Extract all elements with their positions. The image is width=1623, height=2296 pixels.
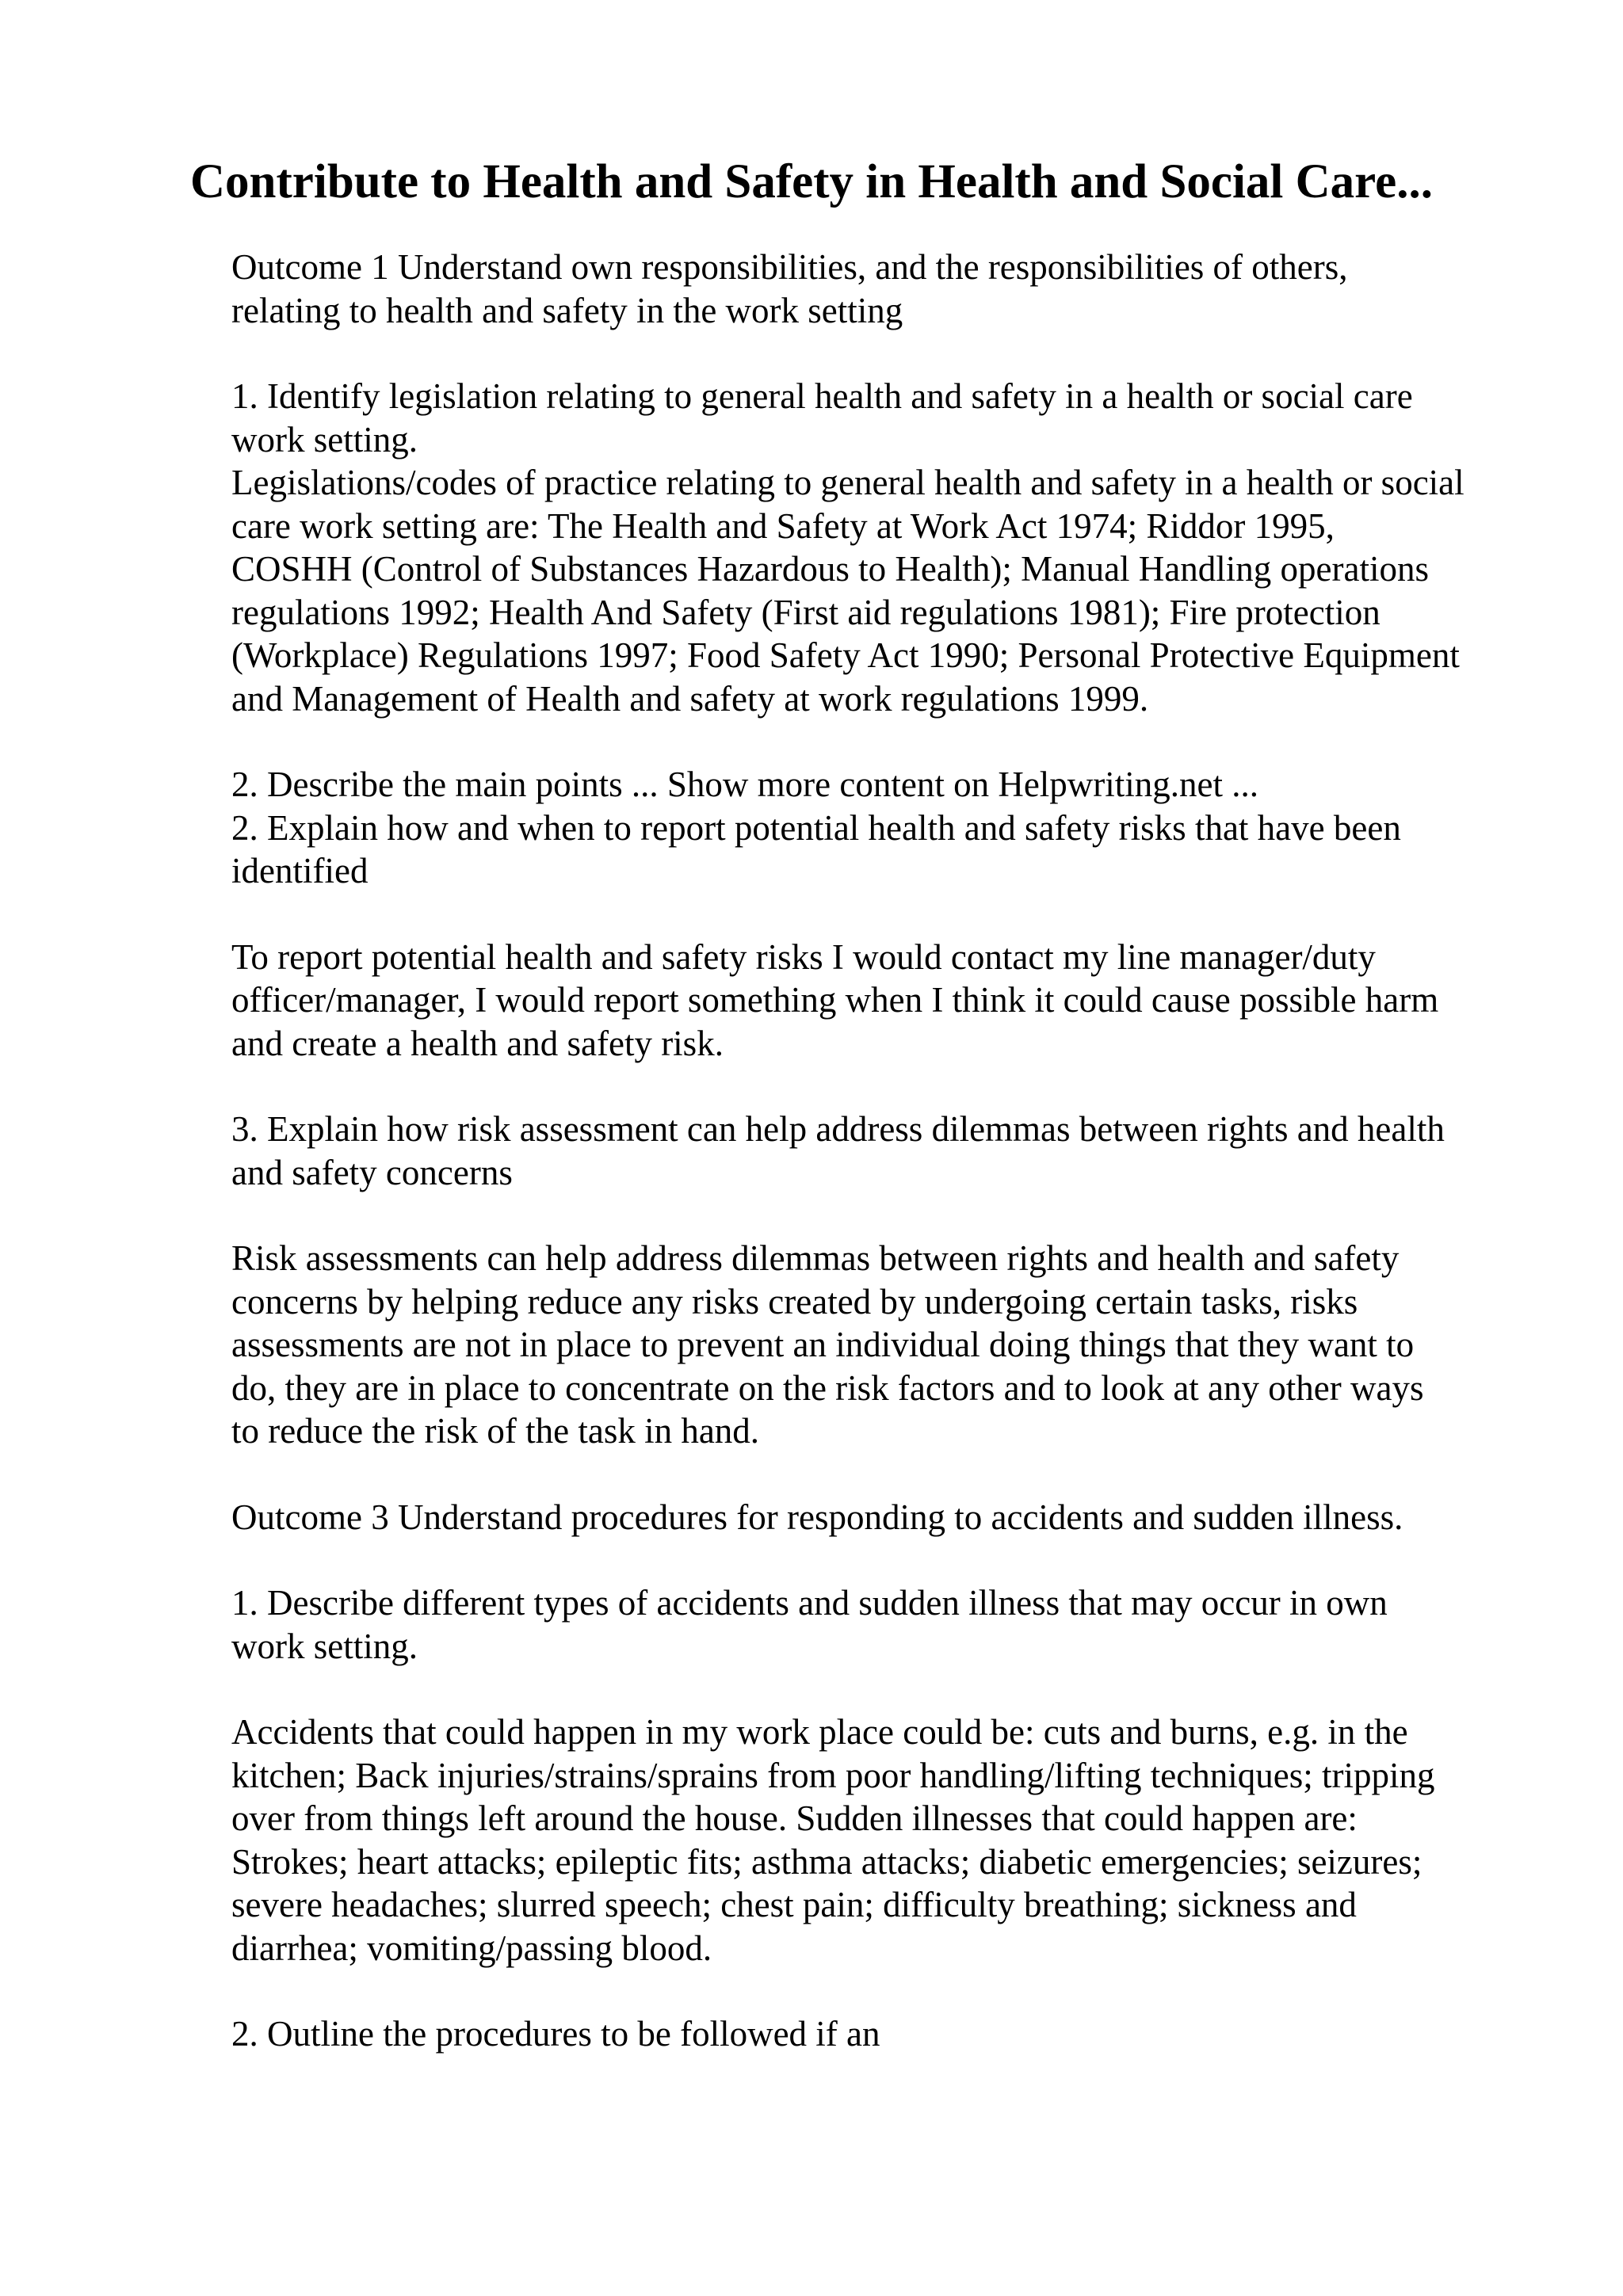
paragraph	[231, 763, 1610, 893]
text-line: Outcome 3 Understand procedures for responding to accidents and sudden illness.	[231, 1497, 1403, 1537]
text-line: officer/manager, I would report something when I think it could cause possible harm	[231, 980, 1439, 1020]
text-line: assessments are not in place to prevent an individual doing things that they want to	[231, 1325, 1415, 1364]
text-line: Outcome 1 Understand own responsibilities, and the responsibilities of others,	[231, 247, 1348, 287]
paragraph	[231, 246, 1610, 332]
paragraph	[231, 1108, 1610, 1194]
text-line: identified	[231, 851, 369, 891]
text-line: 2. Explain how and when to report potential health and safety risks that have been	[231, 807, 1401, 848]
text-line: 1. Identify legislation relating to general health and safety in a health or social care	[231, 376, 1413, 416]
paragraph	[231, 1711, 1610, 1970]
text-line: kitchen; Back injuries/strains/sprains from poor handling/lifting techniques; tripping	[231, 1755, 1435, 1795]
text-line: severe headaches; slurred speech; chest pain; difficulty breathing; sickness and	[231, 1885, 1357, 1924]
text-line: care work setting are: The Health and Safety at Work Act 1974; Riddor 1995,	[231, 505, 1335, 546]
text-line: do, they are in place to concentrate on the risk factors and to look at any other ways	[231, 1367, 1424, 1408]
paragraph	[231, 1581, 1610, 1668]
text-line: regulations 1992; Health And Safety (First aid regulations 1981); Fire protection	[231, 592, 1381, 632]
text-line: relating to health and safety in the work setting	[231, 290, 903, 330]
text-line: To report potential health and safety risks I would contact my line manager/duty	[231, 936, 1376, 977]
text-line: work setting.	[231, 1626, 418, 1666]
text-line: and safety concerns	[231, 1152, 513, 1192]
text-line: Strokes; heart attacks; epileptic fits; asthma attacks; diabetic emergencies; seizures;	[231, 1841, 1423, 1882]
text-line: work setting.	[231, 419, 418, 460]
paragraph	[231, 375, 1610, 720]
text-line: and create a health and safety risk.	[231, 1023, 724, 1063]
text-line: over from things left around the house. Sudden illnesses that could happen are:	[231, 1798, 1358, 1838]
document-body	[231, 246, 1610, 2056]
text-line: Legislations/codes of practice relating to general health and safety in a health or social	[231, 463, 1465, 502]
text-line: 3. Explain how risk assessment can help address dilemmas between rights and health	[231, 1109, 1445, 1149]
text-line: (Workplace) Regulations 1997; Food Safety Act 1990; Personal Protective Equipment	[231, 635, 1460, 675]
text-line: Risk assessments can help address dilemmas between rights and health and safety	[231, 1238, 1400, 1278]
paragraph	[231, 1496, 1610, 1539]
text-line: 1. Describe different types of accidents and sudden illness that may occur in own	[231, 1583, 1388, 1623]
text-line: 2. Describe the main points ... Show more content on Helpwriting.net ...	[231, 765, 1259, 804]
paragraph	[231, 936, 1610, 1066]
text-line: and Management of Health and safety at work regulations 1999.	[231, 678, 1149, 719]
text-line: to reduce the risk of the task in hand.	[231, 1411, 760, 1451]
text-line: Accidents that could happen in my work place could be: cuts and burns, e.g. in the	[231, 1712, 1408, 1752]
text-line: concerns by helping reduce any risks created by undergoing certain tasks, risks	[231, 1281, 1358, 1322]
text-line: diarrhea; vomiting/passing blood.	[231, 1928, 712, 1968]
text-line: 2. Outline the procedures to be followed if an	[231, 2014, 880, 2054]
text-line: COSHH (Control of Substances Hazardous to Health); Manual Handling operations	[231, 549, 1429, 589]
paragraph	[231, 2012, 1610, 2056]
document-title: Contribute to Health and Safety in Health and Social Care...	[190, 155, 1433, 208]
paragraph	[231, 1237, 1610, 1453]
